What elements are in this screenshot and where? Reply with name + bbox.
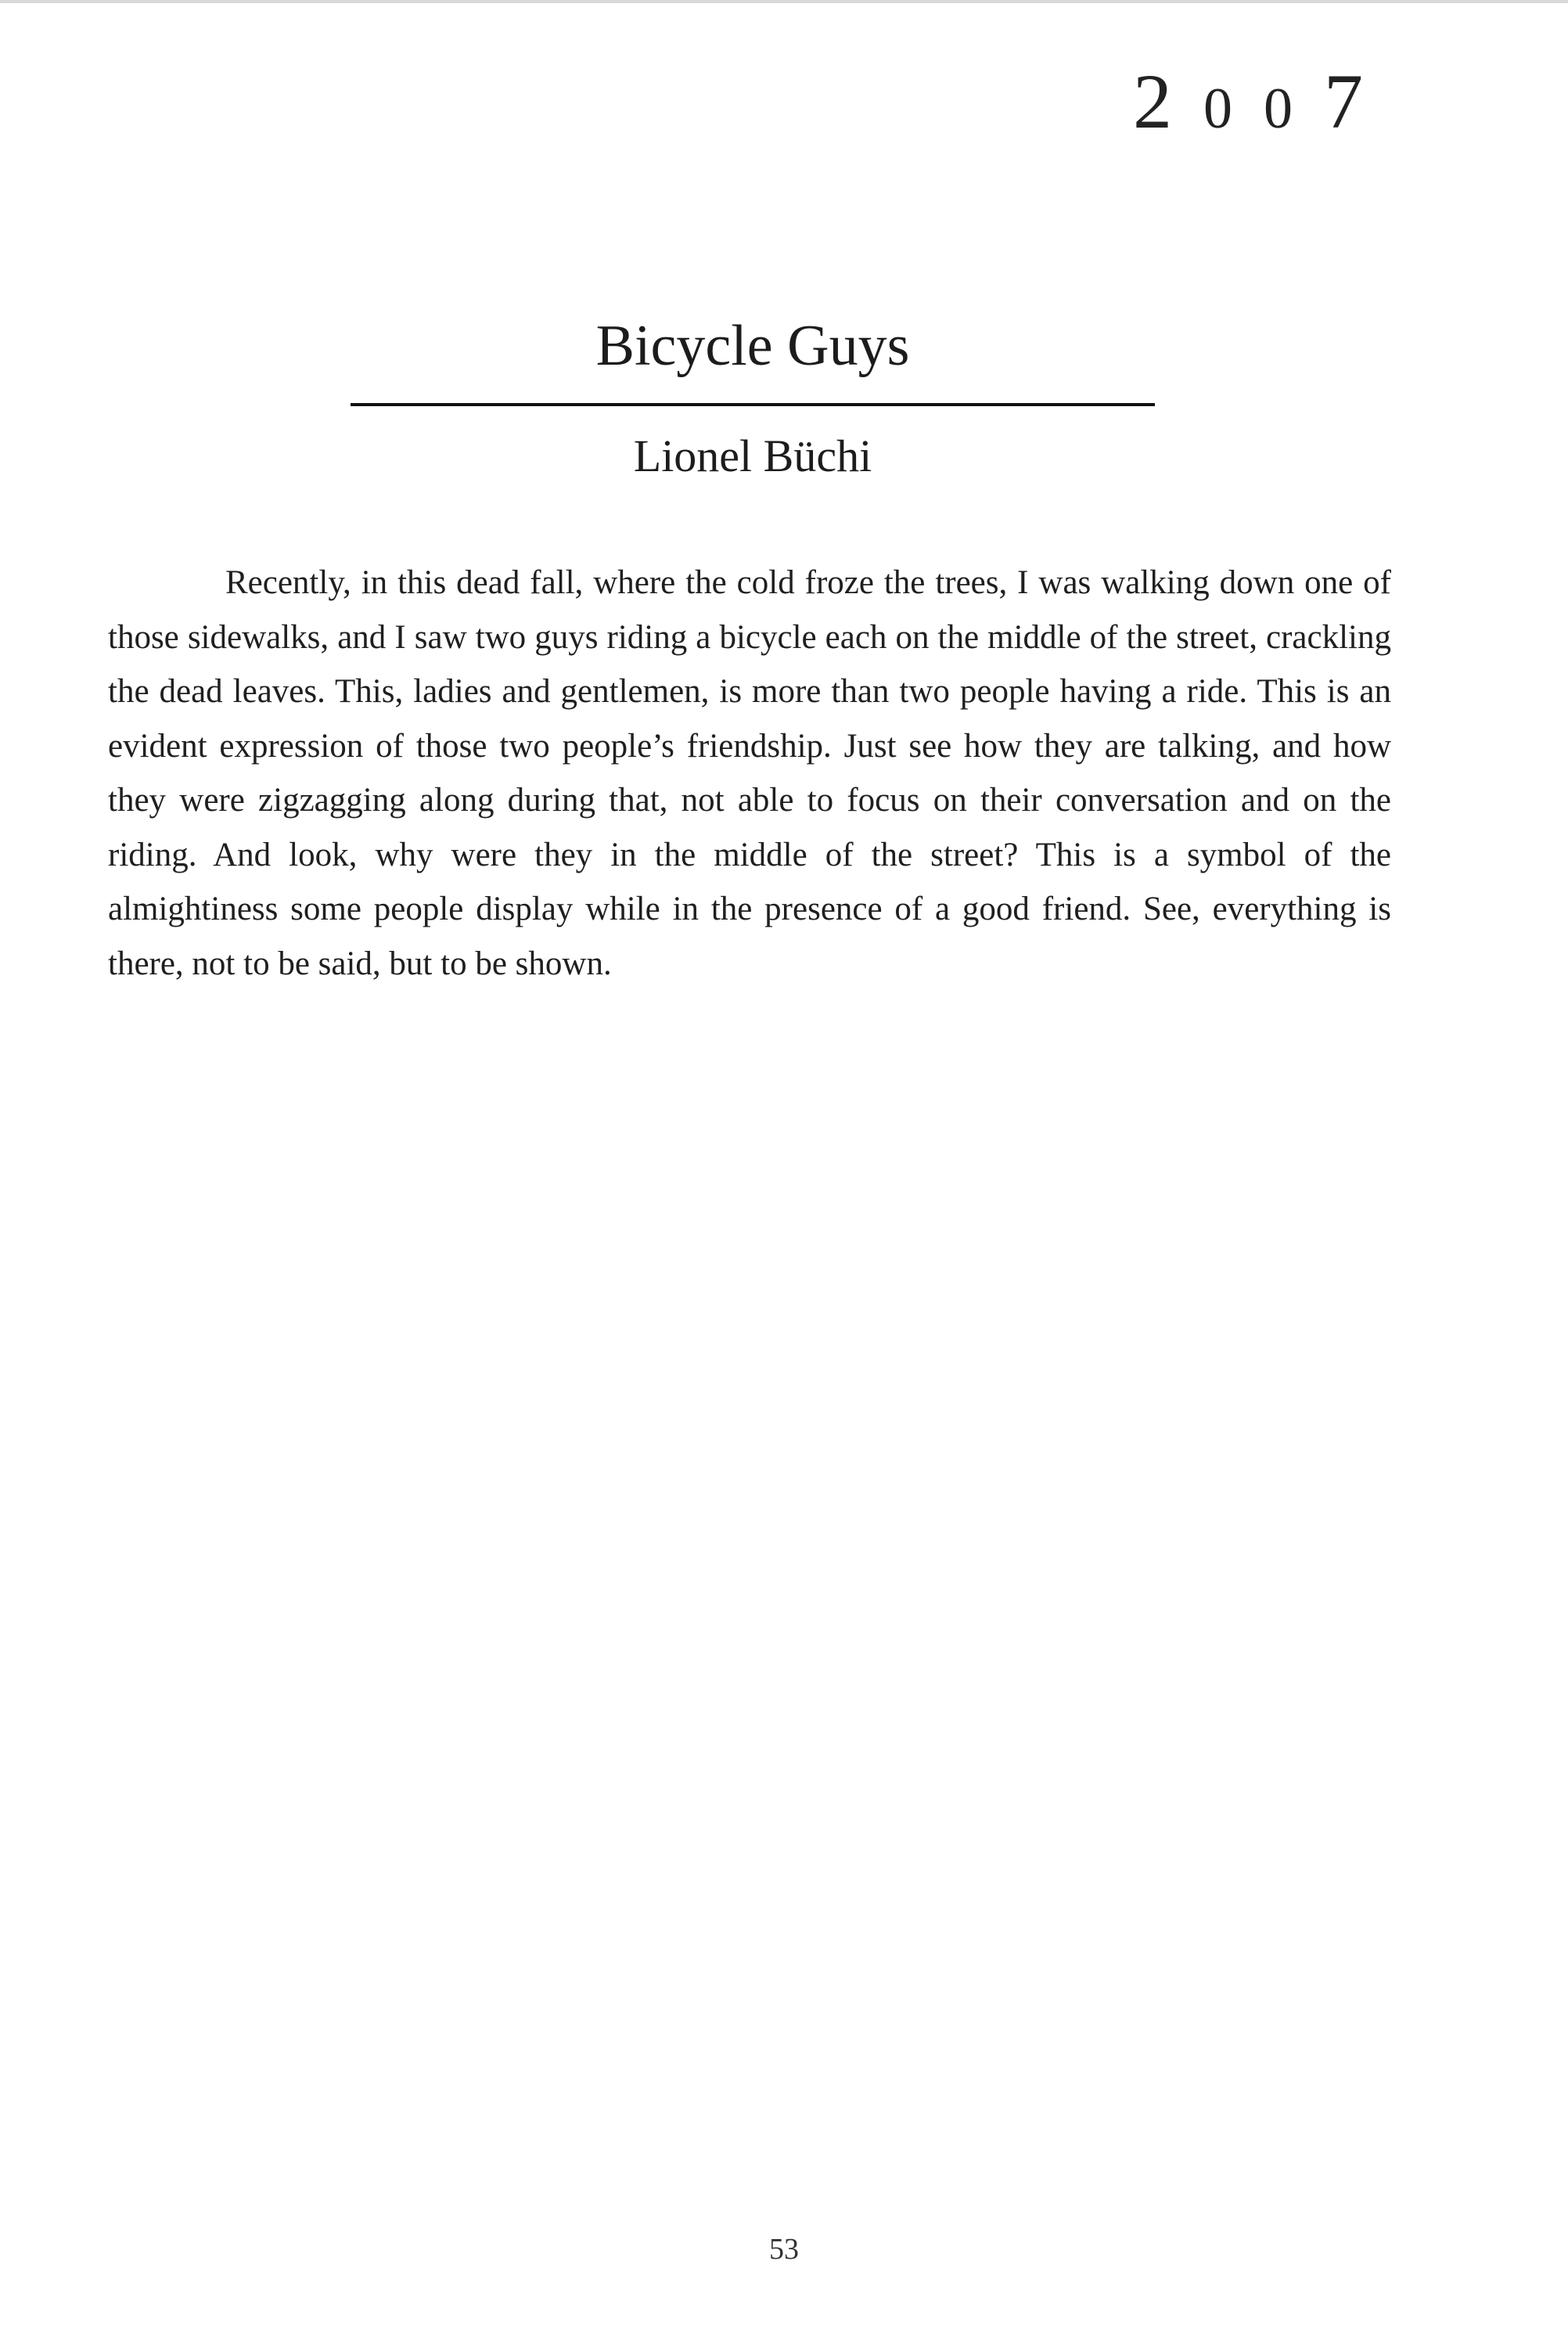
year-heading	[1133, 58, 1394, 145]
year-digit-first: 2	[1133, 58, 1203, 145]
story-paragraph: Recently, in this dead fall, where the cold froze the trees, I was walking down one of those sidewalks, and I saw two guys riding a bicycle each on the middle of the street, crackling the dead leaves. This, ladies and gentlemen, is more than two people having a ride. This is an evident expression of those two people’s friendship. Just see how they are talking, and how they were zigzagging along during that, not able to focus on their conversation and on the riding. And look, why were they in the middle of the street? This is a symbol of the almightiness some people display while in the presence of a good friend. See, everything is there, not to be said, but to be shown.	[108, 564, 1391, 982]
year-digit-last: 7	[1324, 58, 1394, 145]
story-title: Bicycle Guys	[595, 314, 910, 378]
page-number: 53	[769, 2233, 799, 2266]
story-author: Lionel Büchi	[633, 430, 872, 481]
year-digits-middle: 00	[1203, 77, 1324, 141]
title-divider	[351, 403, 1155, 406]
page-top-edge	[0, 0, 1568, 3]
